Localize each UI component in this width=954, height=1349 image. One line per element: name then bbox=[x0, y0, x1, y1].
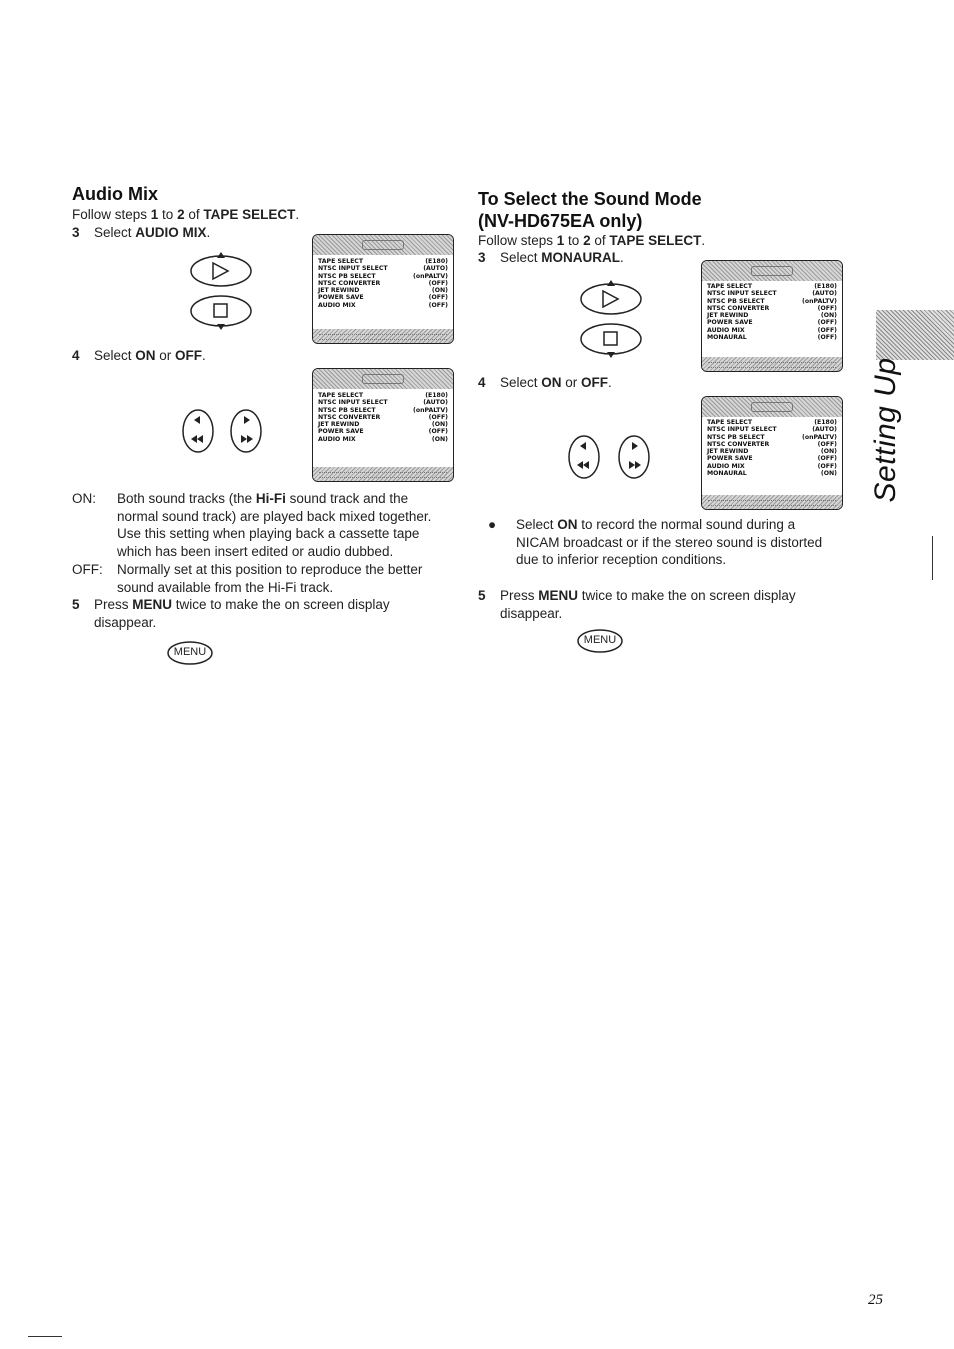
osd-menu-item-value: (onPALTV) bbox=[413, 272, 448, 280]
osd-menu-item-label: NTSC INPUT SELECT bbox=[707, 426, 777, 434]
osd-menu-item-value: (E180) bbox=[814, 283, 837, 290]
osd-menu-row bbox=[313, 265, 453, 272]
audio-mix-step-5: 5 Press MENU twice to make the on screen display disappear. bbox=[72, 597, 390, 630]
osd-menu-row bbox=[313, 273, 453, 280]
osd-menu-row bbox=[313, 414, 453, 421]
osd-menu-item-value: (OFF) bbox=[428, 279, 448, 287]
sound-mode-step-5: 5 Press MENU twice to make the on screen display disappear. bbox=[478, 588, 796, 621]
osd-menu-row bbox=[313, 280, 453, 287]
osd-menu-item-label: POWER SAVE bbox=[707, 319, 753, 327]
stop-button-icon bbox=[578, 321, 644, 361]
osd-menu-row bbox=[702, 470, 842, 477]
osd-menu-item-label: AUDIO MIX bbox=[318, 301, 356, 309]
osd-menu-row bbox=[702, 463, 842, 470]
osd-menu-item-label: TAPE SELECT bbox=[318, 258, 364, 265]
osd-menu-item-label: NTSC PB SELECT bbox=[707, 297, 765, 305]
off-label: OFF: bbox=[72, 562, 103, 577]
sound-mode-heading: To Select the Sound Mode (NV-HD675EA only) bbox=[478, 189, 702, 231]
osd-menu-item-value: (ON) bbox=[431, 421, 448, 429]
osd-menu-row bbox=[702, 290, 842, 297]
osd-menu-row bbox=[702, 419, 842, 426]
osd-menu-row bbox=[702, 319, 842, 326]
audio-mix-heading: Audio Mix bbox=[72, 184, 158, 204]
osd-menu-item-value: (OFF) bbox=[817, 304, 837, 312]
osd-menu-item-value: (OFF) bbox=[428, 413, 448, 421]
audio-mix-step-3: 3 Select AUDIO MIX. bbox=[72, 225, 211, 240]
osd-menu-item-value: (OFF) bbox=[817, 319, 837, 327]
osd-menu-item-value: (OFF) bbox=[817, 334, 837, 342]
osd-menu-item-label: TAPE SELECT bbox=[707, 283, 753, 290]
osd-menu-row bbox=[313, 258, 453, 265]
osd-menu-item-value: (OFF) bbox=[817, 326, 837, 334]
osd-menu-item-label: MONAURAL bbox=[707, 334, 747, 342]
osd-menu-row bbox=[313, 421, 453, 428]
osd-menu-item-label: NTSC CONVERTER bbox=[707, 304, 770, 312]
sound-mode-step-4: 4 Select ON or OFF. bbox=[478, 375, 612, 390]
osd-menu-item-label: JET REWIND bbox=[707, 312, 749, 320]
osd-menu-item-label: AUDIO MIX bbox=[707, 326, 745, 334]
osd-menu-row bbox=[702, 434, 842, 441]
osd-menu-row bbox=[702, 327, 842, 334]
osd-menu-row bbox=[702, 334, 842, 341]
osd-menu-row bbox=[313, 294, 453, 301]
osd-menu-item-label: TAPE SELECT bbox=[707, 419, 753, 426]
osd-menu-item-value: (ON) bbox=[431, 435, 448, 443]
osd-menu-item-value: (ON) bbox=[820, 312, 837, 320]
osd-menu-row bbox=[702, 283, 842, 290]
osd-menu-item-label: NTSC PB SELECT bbox=[707, 433, 765, 441]
osd-menu-item-value: (ON) bbox=[820, 448, 837, 456]
osd-menu-row bbox=[702, 441, 842, 448]
osd-menu-item-value: (AUTO) bbox=[423, 399, 448, 407]
osd-menu-item-label: TAPE SELECT bbox=[318, 392, 364, 399]
margin-rule bbox=[932, 536, 933, 580]
audio-mix-step-4: 4 Select ON or OFF. bbox=[72, 348, 206, 363]
osd-menu-item-label: MONAURAL bbox=[707, 470, 747, 478]
audio-mix-intro: Follow steps 1 to 2 of TAPE SELECT. bbox=[72, 207, 300, 222]
menu-button-icon bbox=[576, 628, 624, 654]
sound-mode-step-3: 3 Select MONAURAL. bbox=[478, 250, 624, 265]
osd-menu-item-value: (ON) bbox=[431, 287, 448, 295]
osd-menu-row bbox=[702, 305, 842, 312]
osd-menu-item-value: (onPALTV) bbox=[413, 406, 448, 414]
osd-menu-item-value: (OFF) bbox=[428, 301, 448, 309]
osd-menu-row bbox=[702, 312, 842, 319]
sound-mode-intro: Follow steps 1 to 2 of TAPE SELECT. bbox=[478, 233, 706, 248]
osd-menu-item-value: (E180) bbox=[425, 392, 448, 399]
osd-menu-row bbox=[313, 407, 453, 414]
osd-menu-item-label: POWER SAVE bbox=[318, 294, 364, 302]
osd-menu-row bbox=[702, 426, 842, 433]
osd-menu-item-label: JET REWIND bbox=[318, 287, 360, 295]
osd-menu-row bbox=[313, 287, 453, 294]
osd-menu-item-value: (onPALTV) bbox=[802, 297, 837, 305]
osd-menu-row bbox=[313, 436, 453, 443]
osd-menu-item-label: JET REWIND bbox=[318, 421, 360, 429]
osd-menu-item-label: NTSC INPUT SELECT bbox=[318, 265, 388, 273]
osd-menu-item-value: (onPALTV) bbox=[802, 433, 837, 441]
osd-menu-item-value: (ON) bbox=[820, 470, 837, 478]
menu-button-icon bbox=[166, 640, 214, 666]
osd-menu-row bbox=[702, 448, 842, 455]
osd-menu-item-value: (E180) bbox=[814, 419, 837, 426]
on-description: Both sound tracks (the Hi-Fi sound track and the normal sound track) are played back mixed together. Use this setting when playing back a cassette tape which has been insert edited or audio dubbed. bbox=[117, 491, 432, 559]
rewind-button-icon bbox=[180, 406, 216, 456]
play-button-icon bbox=[578, 278, 644, 318]
fast-forward-button-icon bbox=[228, 406, 264, 456]
stop-button-icon bbox=[188, 293, 254, 333]
osd-menu-item-label: NTSC INPUT SELECT bbox=[318, 399, 388, 407]
osd-menu-item-label: JET REWIND bbox=[707, 448, 749, 456]
osd-menu-item-value: (OFF) bbox=[428, 294, 448, 302]
footer-rule bbox=[28, 1336, 62, 1337]
osd-menu-row bbox=[702, 298, 842, 305]
menu-button-label: MENU bbox=[173, 646, 207, 658]
osd-menu-row bbox=[313, 392, 453, 399]
osd-menu-row bbox=[313, 399, 453, 406]
osd-menu-row bbox=[313, 428, 453, 435]
rewind-button-icon bbox=[566, 432, 602, 482]
osd-menu-item-value: (E180) bbox=[425, 258, 448, 265]
osd-screen-audio-mix-select bbox=[312, 234, 454, 344]
osd-menu-item-label: NTSC CONVERTER bbox=[318, 279, 381, 287]
osd-menu-item-label: NTSC CONVERTER bbox=[318, 413, 381, 421]
osd-menu-row bbox=[702, 455, 842, 462]
osd-menu-item-label: NTSC PB SELECT bbox=[318, 272, 376, 280]
osd-menu-item-value: (OFF) bbox=[817, 455, 837, 463]
play-button-icon bbox=[188, 250, 254, 290]
section-side-label: Setting Up bbox=[869, 357, 902, 503]
osd-menu-item-value: (AUTO) bbox=[423, 265, 448, 273]
on-label: ON: bbox=[72, 491, 97, 506]
osd-menu-item-label: POWER SAVE bbox=[707, 455, 753, 463]
osd-menu-item-label: AUDIO MIX bbox=[318, 435, 356, 443]
fast-forward-button-icon bbox=[616, 432, 652, 482]
osd-menu-item-label: NTSC CONVERTER bbox=[707, 440, 770, 448]
osd-menu-item-label: POWER SAVE bbox=[318, 428, 364, 436]
osd-menu-item-value: (AUTO) bbox=[812, 426, 837, 434]
osd-screen-monaural-select bbox=[701, 260, 843, 372]
osd-menu-item-value: (OFF) bbox=[428, 428, 448, 436]
osd-menu-item-value: (OFF) bbox=[817, 462, 837, 470]
off-description: Normally set at this position to reproduce the better sound available from the Hi-Fi track. bbox=[117, 562, 423, 595]
osd-screen-audio-mix-on-off bbox=[312, 368, 454, 482]
osd-screen-monaural-on-off bbox=[701, 396, 843, 510]
osd-menu-item-label: AUDIO MIX bbox=[707, 462, 745, 470]
osd-menu-item-value: (AUTO) bbox=[812, 290, 837, 298]
page-number: 25 bbox=[868, 1292, 883, 1308]
osd-menu-item-label: NTSC PB SELECT bbox=[318, 406, 376, 414]
osd-menu-item-value: (OFF) bbox=[817, 440, 837, 448]
osd-menu-item-label: NTSC INPUT SELECT bbox=[707, 290, 777, 298]
osd-menu-row bbox=[313, 302, 453, 309]
section-tab-marker bbox=[876, 310, 954, 360]
menu-button-label: MENU bbox=[583, 634, 617, 646]
nicam-bullet-note: ● Select ON to record the normal sound during a NICAM broadcast or if the stereo sound is distorted due to inferior reception conditions. bbox=[488, 517, 823, 567]
